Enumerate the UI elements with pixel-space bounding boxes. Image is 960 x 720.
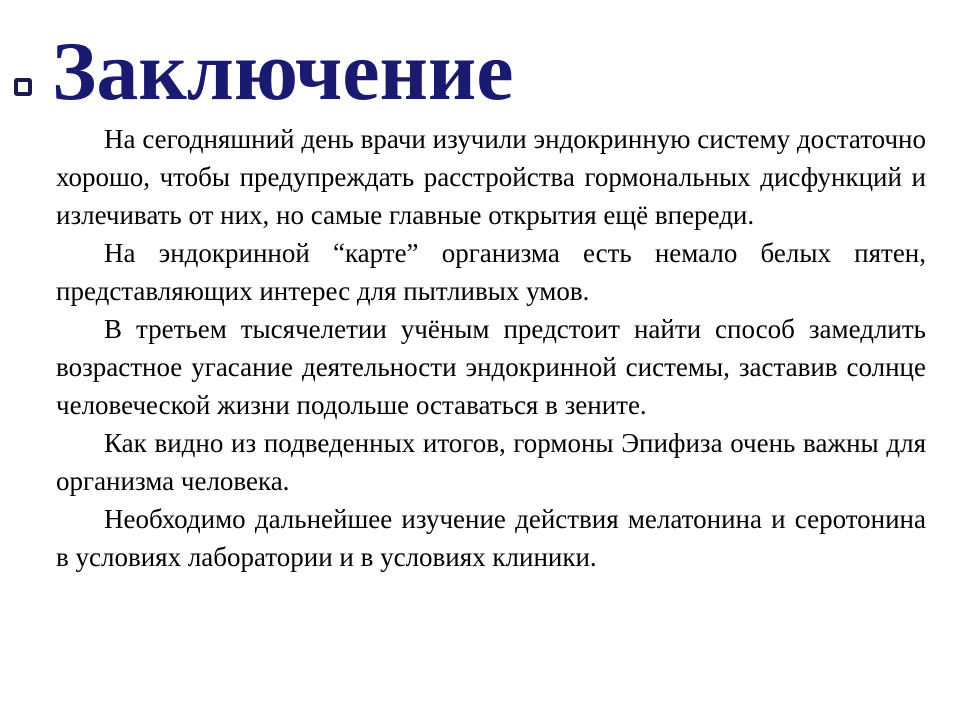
title-row bbox=[14, 22, 514, 122]
paragraph-4: Как видно из подведенных итогов, гормоны Эпифиза очень важны для организма человека. bbox=[56, 428, 926, 496]
paragraph-1: На сегодняшний день врачи изучили эндокринную систему достаточно хорошо, чтобы предупреждать расстройства гормональных дисфункций и излечивать от них, но самые главные открытия ещё впереди. bbox=[56, 124, 926, 230]
paragraph-5: Необходимо дальнейшее изучение действия мелатонина и серотонина в условиях лаборатории и в условиях клиники. bbox=[56, 504, 926, 572]
slide-title: Заключение bbox=[52, 25, 514, 118]
paragraph-2: На эндокринной “карте” организма есть немало белых пятен, представляющих интерес для пытливых умов. bbox=[56, 238, 926, 306]
slide-body bbox=[56, 120, 926, 576]
square-bullet-icon bbox=[14, 78, 32, 96]
paragraph-3: В третьем тысячелетии учёным предстоит найти способ замедлить возрастное угасание деятельности эндокринной системы, заставив солнце человеческой жизни подольше оставаться в зените. bbox=[56, 314, 926, 420]
